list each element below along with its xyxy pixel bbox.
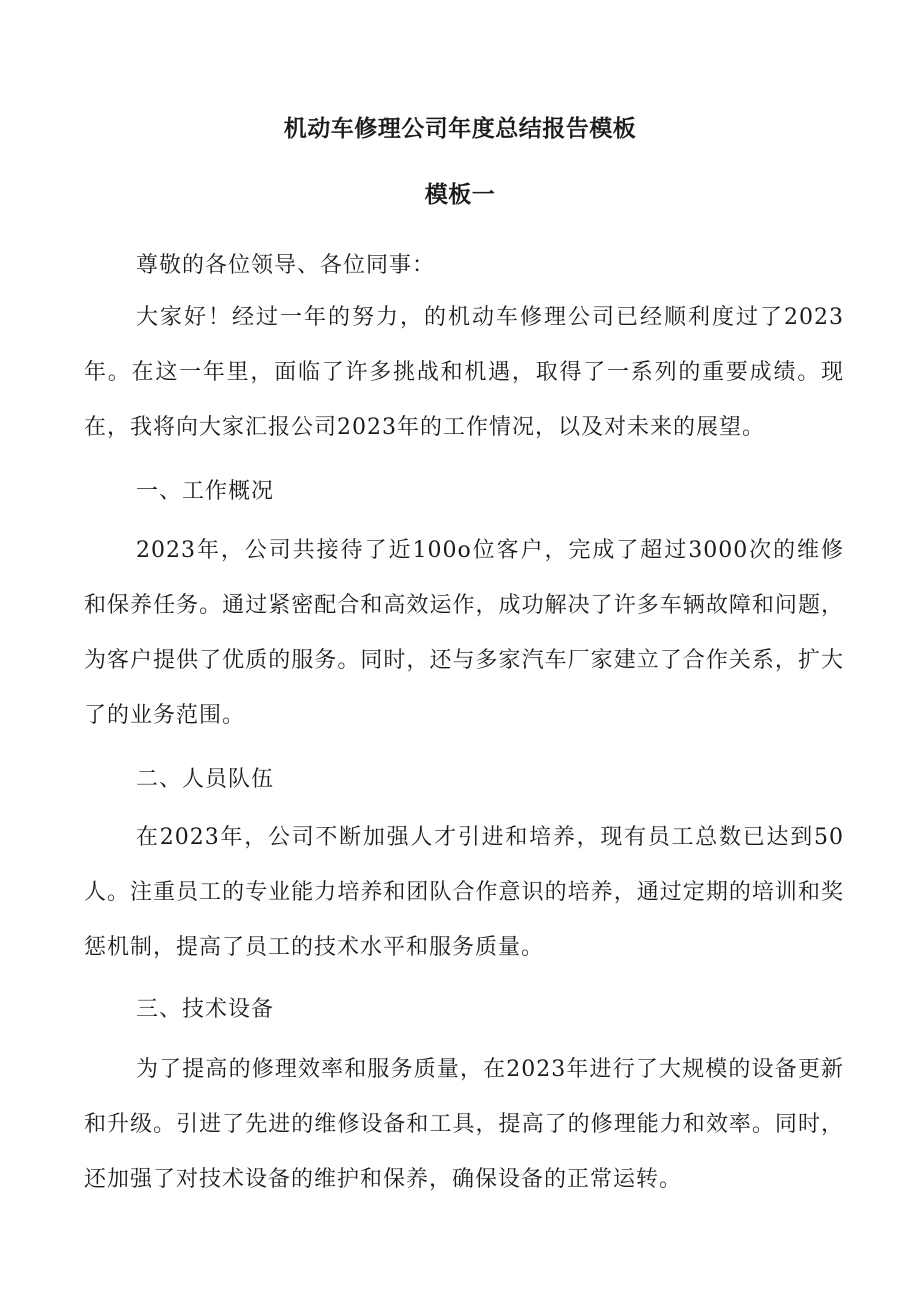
section-heading-equipment: 三、技术设备 [136,997,275,1022]
document-subtitle: 模板一 [424,182,496,208]
section-heading-staff: 二、人员队伍 [136,767,275,792]
salutation: 尊敬的各位领导、各位同事： [136,253,436,278]
intro-paragraph: 大家好！经过一年的努力，的机动车修理公司已经顺利度过了2023年。在这一年里，面临了许多挑战和机遇，取得了一系列的重要成绩。现在，我将向大家汇报公司2023年的工作情况，以及对未来的展望。 [84,305,844,440]
document-title: 机动车修理公司年度总结报告模板 [283,116,637,142]
section-body-work-overview: 2023年，公司共接待了近100o位客户，完成了超过3000次的维修和保养任务。通过紧密配合和高效运作，成功解决了许多车辆故障和问题，为客户提供了优质的服务。同时，还与多家汽车厂家建立了合作关系，扩大了的业务范围。 [84,538,844,728]
section-body-equipment: 为了提高的修理效率和服务质量，在2023年进行了大规模的设备更新和升级。引进了先进的维修设备和工具，提高了的修理能力和效率。同时，还加强了对技术设备的维护和保养，确保设备的正常运转。 [84,1057,844,1192]
section-heading-work-overview: 一、工作概况 [136,479,275,504]
section-body-staff: 在2023年，公司不断加强人才引进和培养，现有员工总数已达到50人。注重员工的专业能力培养和团队合作意识的培养，通过定期的培训和奖惩机制，提高了员工的技术水平和服务质量。 [84,825,845,960]
